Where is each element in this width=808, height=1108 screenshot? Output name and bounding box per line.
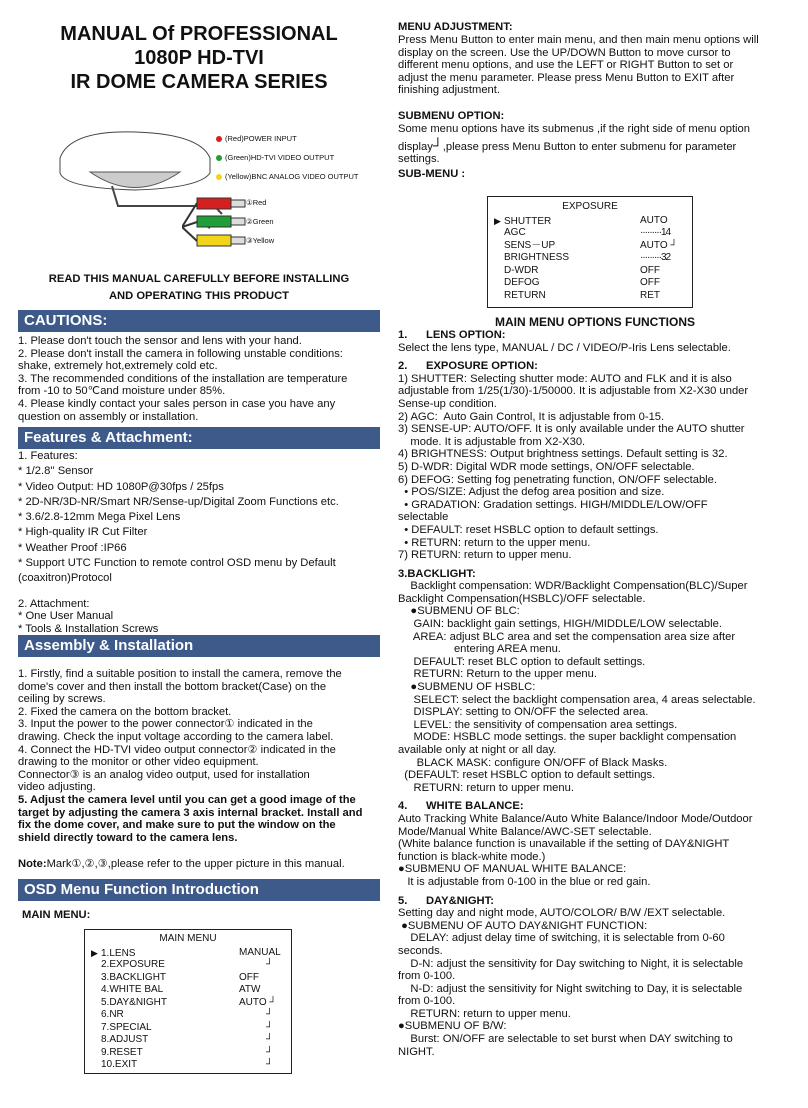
function-line: BLACK MASK: configure ON/OFF of Black Masks. <box>398 756 668 769</box>
function-line: Backlight compensation: WDR/Backlight Compensation(BLC)/Super <box>398 580 748 593</box>
title-line-2: 1080P HD-TVI <box>134 47 264 69</box>
exposure-menu-item-value: ·········14 <box>640 227 671 238</box>
main-menu-item[interactable] <box>91 1047 281 1060</box>
main-menu-item-value: ATW <box>239 984 261 995</box>
submenu-option-heading: SUBMENU OPTION: <box>398 110 505 122</box>
exposure-menu-item-value: AUTO ┘ <box>640 239 678 251</box>
function-heading: 3.BACKLIGHT: <box>398 567 476 580</box>
main-menu-item-value: OFF <box>239 971 259 983</box>
main-menu-item-name: 2.EXPOSURE <box>101 959 165 970</box>
function-line: (White balance function is unavailable if the setting of DAY&NIGHT <box>398 838 730 851</box>
assembly-note: Note:Mark①,②,③,please refer to the upper picture in this manual. <box>18 858 345 870</box>
function-line: RETURN: return to upper menu. <box>398 1007 571 1020</box>
exposure-menu-item-name: AGC <box>504 227 526 238</box>
function-line: • GRADATION: Gradation settings. HIGH/MIDDLE/LOW/OFF <box>398 498 708 511</box>
function-line: 3) SENSE-UP: AUTO/OFF. It is only available under the AUTO shutter <box>398 423 745 436</box>
main-menu-item-name: 10.EXIT <box>101 1059 138 1070</box>
features-list: 1. Features: * 1/2.8'' Sensor * Video Output: HD 1080P@30fps / 25fps * 2D-NR/3D-NR/Smart NR/Sense-up/Digital Zoom Functions etc. * 3.6/2.8-12mm Mega Pixel Lens * High-quality IR Cut Filter * Weather Proof :IP66 * Support UTC Function to remote control OSD menu by Default (coaxitron)Protocol 2. Attachment: * One User Manual * Tools & Installation Screws <box>18 450 339 635</box>
legend-red: (Red)POWER INPUT <box>216 134 297 144</box>
function-heading: 2. EXPOSURE OPTION: <box>398 360 538 373</box>
main-menu-item-value: ┘ <box>266 959 274 970</box>
main-menu-item[interactable] <box>91 1034 281 1047</box>
main-menu-item-value: ┘ <box>266 1021 274 1033</box>
main-menu-item-value: ┘ <box>266 1034 274 1045</box>
exposure-menu-box <box>487 196 693 308</box>
function-line: entering AREA menu. <box>398 643 561 656</box>
main-menu-title: MAIN MENU <box>159 933 217 944</box>
function-line: 4) BRIGHTNESS: Output brightness settings. Default setting is 32. <box>398 448 728 461</box>
main-menu-item-name: 6.NR <box>101 1009 124 1020</box>
sub-menu-label: SUB-MENU : <box>398 168 466 180</box>
main-menu-item-value: AUTO ┘ <box>239 996 277 1008</box>
function-line: 2) AGC: Auto Gain Control, It is adjustable from 0-15. <box>398 410 665 423</box>
main-menu-items <box>85 946 291 1072</box>
function-line: function is black-white mode.) <box>398 850 546 863</box>
osd-heading: OSD Menu Function Introduction <box>18 879 380 901</box>
function-line: available only at night or all day. <box>398 744 557 756</box>
connector-label-green: ②Green <box>246 217 274 226</box>
function-line: SELECT: select the backlight compensation area, 4 areas selectable. <box>398 693 756 706</box>
function-line: 7) RETURN: return to upper menu. <box>398 549 572 562</box>
main-menu-item-name: 7.SPECIAL <box>101 1021 152 1033</box>
exposure-menu-item[interactable] <box>494 290 682 303</box>
main-menu-box <box>84 929 292 1074</box>
function-line: DEFAULT: reset BLC option to default settings. <box>398 655 646 668</box>
exposure-menu-item-name: DEFOG <box>504 277 540 288</box>
main-menu-item-value: ┘ <box>266 1059 274 1070</box>
main-menu-item-value: ┘ <box>266 1009 274 1020</box>
title-line-3: IR DOME CAMERA SERIES <box>70 71 328 93</box>
document-title <box>18 22 380 94</box>
function-heading: 4. WHITE BALANCE: <box>398 800 524 813</box>
exposure-menu-item[interactable] <box>494 227 682 240</box>
function-heading: 5. DAY&NIGHT: <box>398 894 494 907</box>
function-line: ●SUBMENU OF HSBLC: <box>398 681 536 694</box>
exposure-menu-item-name: BRIGHTNESS <box>504 252 570 263</box>
exposure-menu-item-value: AUTO <box>640 214 668 226</box>
main-menu-label: MAIN MENU: <box>22 909 91 921</box>
function-line: ●SUBMENU OF B/W: <box>398 1020 507 1033</box>
main-menu-item[interactable] <box>91 947 281 960</box>
function-line: adjustable from 1/25(1/30)-1/50000. It is adjustable from X2-X30 under <box>398 385 749 398</box>
menu-adjustment-text: Press Menu Button to enter main menu, and then main menu options will display on the screen. Use the UP/DOWN Button to move cursor to different menu options, and use the LEFT or RIGHT Button to set or adjust the menu parameter. Please press Menu Button to EXIT after finishing adjustment. <box>398 34 759 97</box>
function-line: Burst: ON/OFF are selectable to set burst when DAY switching to <box>398 1033 733 1046</box>
functions-body <box>398 329 792 1058</box>
main-menu-item-name: 5.DAY&NIGHT <box>101 996 167 1008</box>
function-line: • DEFAULT: reset HSBLC option to default settings. <box>398 523 659 536</box>
function-line: 5) D-WDR: Digital WDR mode settings, ON/OFF selectable. <box>398 460 695 473</box>
main-menu-item[interactable] <box>91 1022 281 1035</box>
title-line-1: MANUAL Of PROFESSIONAL <box>60 23 338 45</box>
function-line: ●SUBMENU OF AUTO DAY&NIGHT FUNCTION: <box>398 919 648 932</box>
exposure-menu-item[interactable] <box>494 240 682 253</box>
main-menu-item-name: 9.RESET <box>101 1046 143 1058</box>
cautions-list: 1. Please don't touch the sensor and lens with your hand. 2. Please don't install the camera in following unstable conditions: shake, extremely hot,extremely cold etc. 3. The recommended conditions of the installation are temperature from -10 to 50℃and moisture under 85%. 4. Please kindly contact your sales person in case you have any question on assembly or installation. <box>18 335 348 423</box>
legend-green: (Green)HD-TVI VIDEO OUTPUT <box>216 153 334 163</box>
main-menu-item[interactable] <box>91 1059 281 1072</box>
assembly-list: 1. Firstly, find a suitable position to install the camera, remove the dome's cover and then install the bottom bracket(Case) on the ceiling by screws. 2. Fixed the camera on the bottom bracket. 3. Input the power to the power connector① indicated in the drawing. Check the input voltage according to the camera label. 4. Connect the HD-TVI video output connector② indicated in the drawing to the monitor or other video equipment. Connector③ is an analog video output, used for installation video adjusting. 5. Adjust the camera level until you can get a good image of the target by adjusting the camera 3 axis internal bracket. Install and fix the dome cover, and make sure to put the window on the shield directly toward to the camera lens. <box>18 668 363 844</box>
yellow-dot-icon <box>216 174 222 180</box>
red-connector <box>197 198 231 209</box>
cursor-arrow-icon: ▶ <box>494 215 501 226</box>
function-line: seconds. <box>398 944 443 957</box>
connector-label-yellow: ③Yellow <box>246 236 275 245</box>
function-line: (DEFAULT: reset HSBLC option to default settings. <box>398 769 656 782</box>
function-line: from 0-100. <box>398 970 456 983</box>
cursor-arrow-icon: ▶ <box>91 947 98 958</box>
exposure-menu-item[interactable] <box>494 215 682 228</box>
function-line: Mode/Manual White Balance/AWC-SET selectable. <box>398 825 652 838</box>
features-heading: Features & Attachment: <box>18 427 380 449</box>
exposure-menu-item-value: OFF <box>640 264 660 276</box>
function-line: It is adjustable from 0-100 in the blue or red gain. <box>398 875 651 888</box>
main-menu-item[interactable] <box>91 997 281 1010</box>
connector-drawing <box>182 192 252 252</box>
connector-label-red: ①Red <box>246 198 267 207</box>
submenu-option-text: Some menu options have its submenus ,if the right side of menu option display┘,please press Menu Button to enter submenu for parameter settings. <box>398 123 750 166</box>
function-line: ●SUBMENU OF MANUAL WHITE BALANCE: <box>398 863 627 876</box>
function-line: ●SUBMENU OF BLC: <box>398 605 520 618</box>
legend-yellow: (Yellow)BNC ANALOG VIDEO OUTPUT <box>216 172 359 182</box>
function-line: 6) DEFOG: Setting fog penetrating function, ON/OFF selectable. <box>398 473 717 486</box>
main-menu-item-name: 3.BACKLIGHT <box>101 971 167 983</box>
red-dot-icon <box>216 136 222 142</box>
main-menu-item-name: 4.WHITE BAL <box>101 984 164 995</box>
main-menu-item-value: MANUAL <box>239 946 281 958</box>
function-line: LEVEL: the sensitivity of compensation area settings. <box>398 718 678 731</box>
main-menu-item-name: 1.LENS <box>101 947 136 959</box>
function-line: Select the lens type, MANUAL / DC / VIDEO/P-Iris Lens selectable. <box>398 341 731 354</box>
read-warning: READ THIS MANUAL CAREFULLY BEFORE INSTALLING AND OPERATING THIS PRODUCT <box>48 273 350 302</box>
assembly-heading: Assembly & Installation <box>18 635 380 657</box>
function-line: Auto Tracking White Balance/Auto White Balance/Indoor Mode/Outdoor <box>398 812 753 825</box>
exposure-menu-item-value: OFF <box>640 277 660 288</box>
main-menu-item[interactable] <box>91 959 281 972</box>
exposure-menu-item-name: SHUTTER <box>504 215 552 227</box>
function-line: selectable <box>398 511 449 524</box>
menu-adjustment-heading: MENU ADJUSTMENT: <box>398 21 513 33</box>
function-line: AREA: adjust BLC area and set the compensation area size after <box>398 630 736 643</box>
function-line: • POS/SIZE: Adjust the defog area position and size. <box>398 486 665 499</box>
function-line: Backlight Compensation(HSBLC)/OFF selectable. <box>398 592 646 605</box>
function-line: D-N: adjust the sensitivity for Day switching to Night, it is selectable <box>398 957 744 970</box>
exposure-menu-item-value: ·········32 <box>640 252 671 263</box>
green-connector <box>197 216 231 227</box>
function-line: DISPLAY: setting to ON/OFF the selected area. <box>398 706 649 719</box>
functions-heading: MAIN MENU OPTIONS FUNCTIONS <box>495 315 695 329</box>
main-menu-item-value: ┘ <box>266 1046 274 1058</box>
function-line: 1) SHUTTER: Selecting shutter mode: AUTO and FLK and it is also <box>398 372 732 385</box>
exposure-menu-item-value: RET <box>640 289 660 301</box>
function-line: • RETURN: return to the upper menu. <box>398 536 591 549</box>
function-line: MODE: HSBLC mode settings. the super backlight compensation <box>398 731 737 744</box>
exposure-menu-title: EXPOSURE <box>562 201 618 212</box>
function-line: NIGHT. <box>398 1045 435 1058</box>
exposure-menu-item-name: D-WDR <box>504 264 539 276</box>
function-line: N-D: adjust the sensitivity for Night switching to Day, it is selectable <box>398 982 743 995</box>
submenu-marker-icon: ┘ <box>432 136 443 153</box>
function-line: mode. It is adjustable from X2-X30. <box>398 435 586 448</box>
function-line: GAIN: backlight gain settings, HIGH/MIDDLE/LOW selectable. <box>398 618 722 631</box>
exposure-menu-item[interactable] <box>494 277 682 290</box>
function-line: from 0-100. <box>398 995 456 1008</box>
exposure-menu-item[interactable] <box>494 252 682 265</box>
main-menu-item-name: 8.ADJUST <box>101 1034 149 1045</box>
exposure-menu-item-name: SENS－UP <box>504 239 556 251</box>
function-line: RETURN: return to upper menu. <box>398 781 574 794</box>
function-line: Sense-up condition. <box>398 397 497 410</box>
exposure-menu-item-name: RETURN <box>504 289 546 301</box>
green-dot-icon <box>216 155 222 161</box>
main-menu-item[interactable] <box>91 984 281 997</box>
function-line: RETURN: Return to the upper menu. <box>398 668 597 681</box>
function-heading: 1. LENS OPTION: <box>398 329 506 341</box>
main-menu-item[interactable] <box>91 1009 281 1022</box>
function-line: Setting day and night mode, AUTO/COLOR/ B/W /EXT selectable. <box>398 907 726 920</box>
function-line: DELAY: adjust delay time of switching, it is selectable from 0-60 <box>398 932 725 945</box>
exposure-menu-items <box>488 214 692 303</box>
exposure-menu-item[interactable] <box>494 265 682 278</box>
yellow-connector <box>197 235 231 246</box>
cautions-heading: CAUTIONS: <box>18 310 380 332</box>
main-menu-item[interactable] <box>91 972 281 985</box>
